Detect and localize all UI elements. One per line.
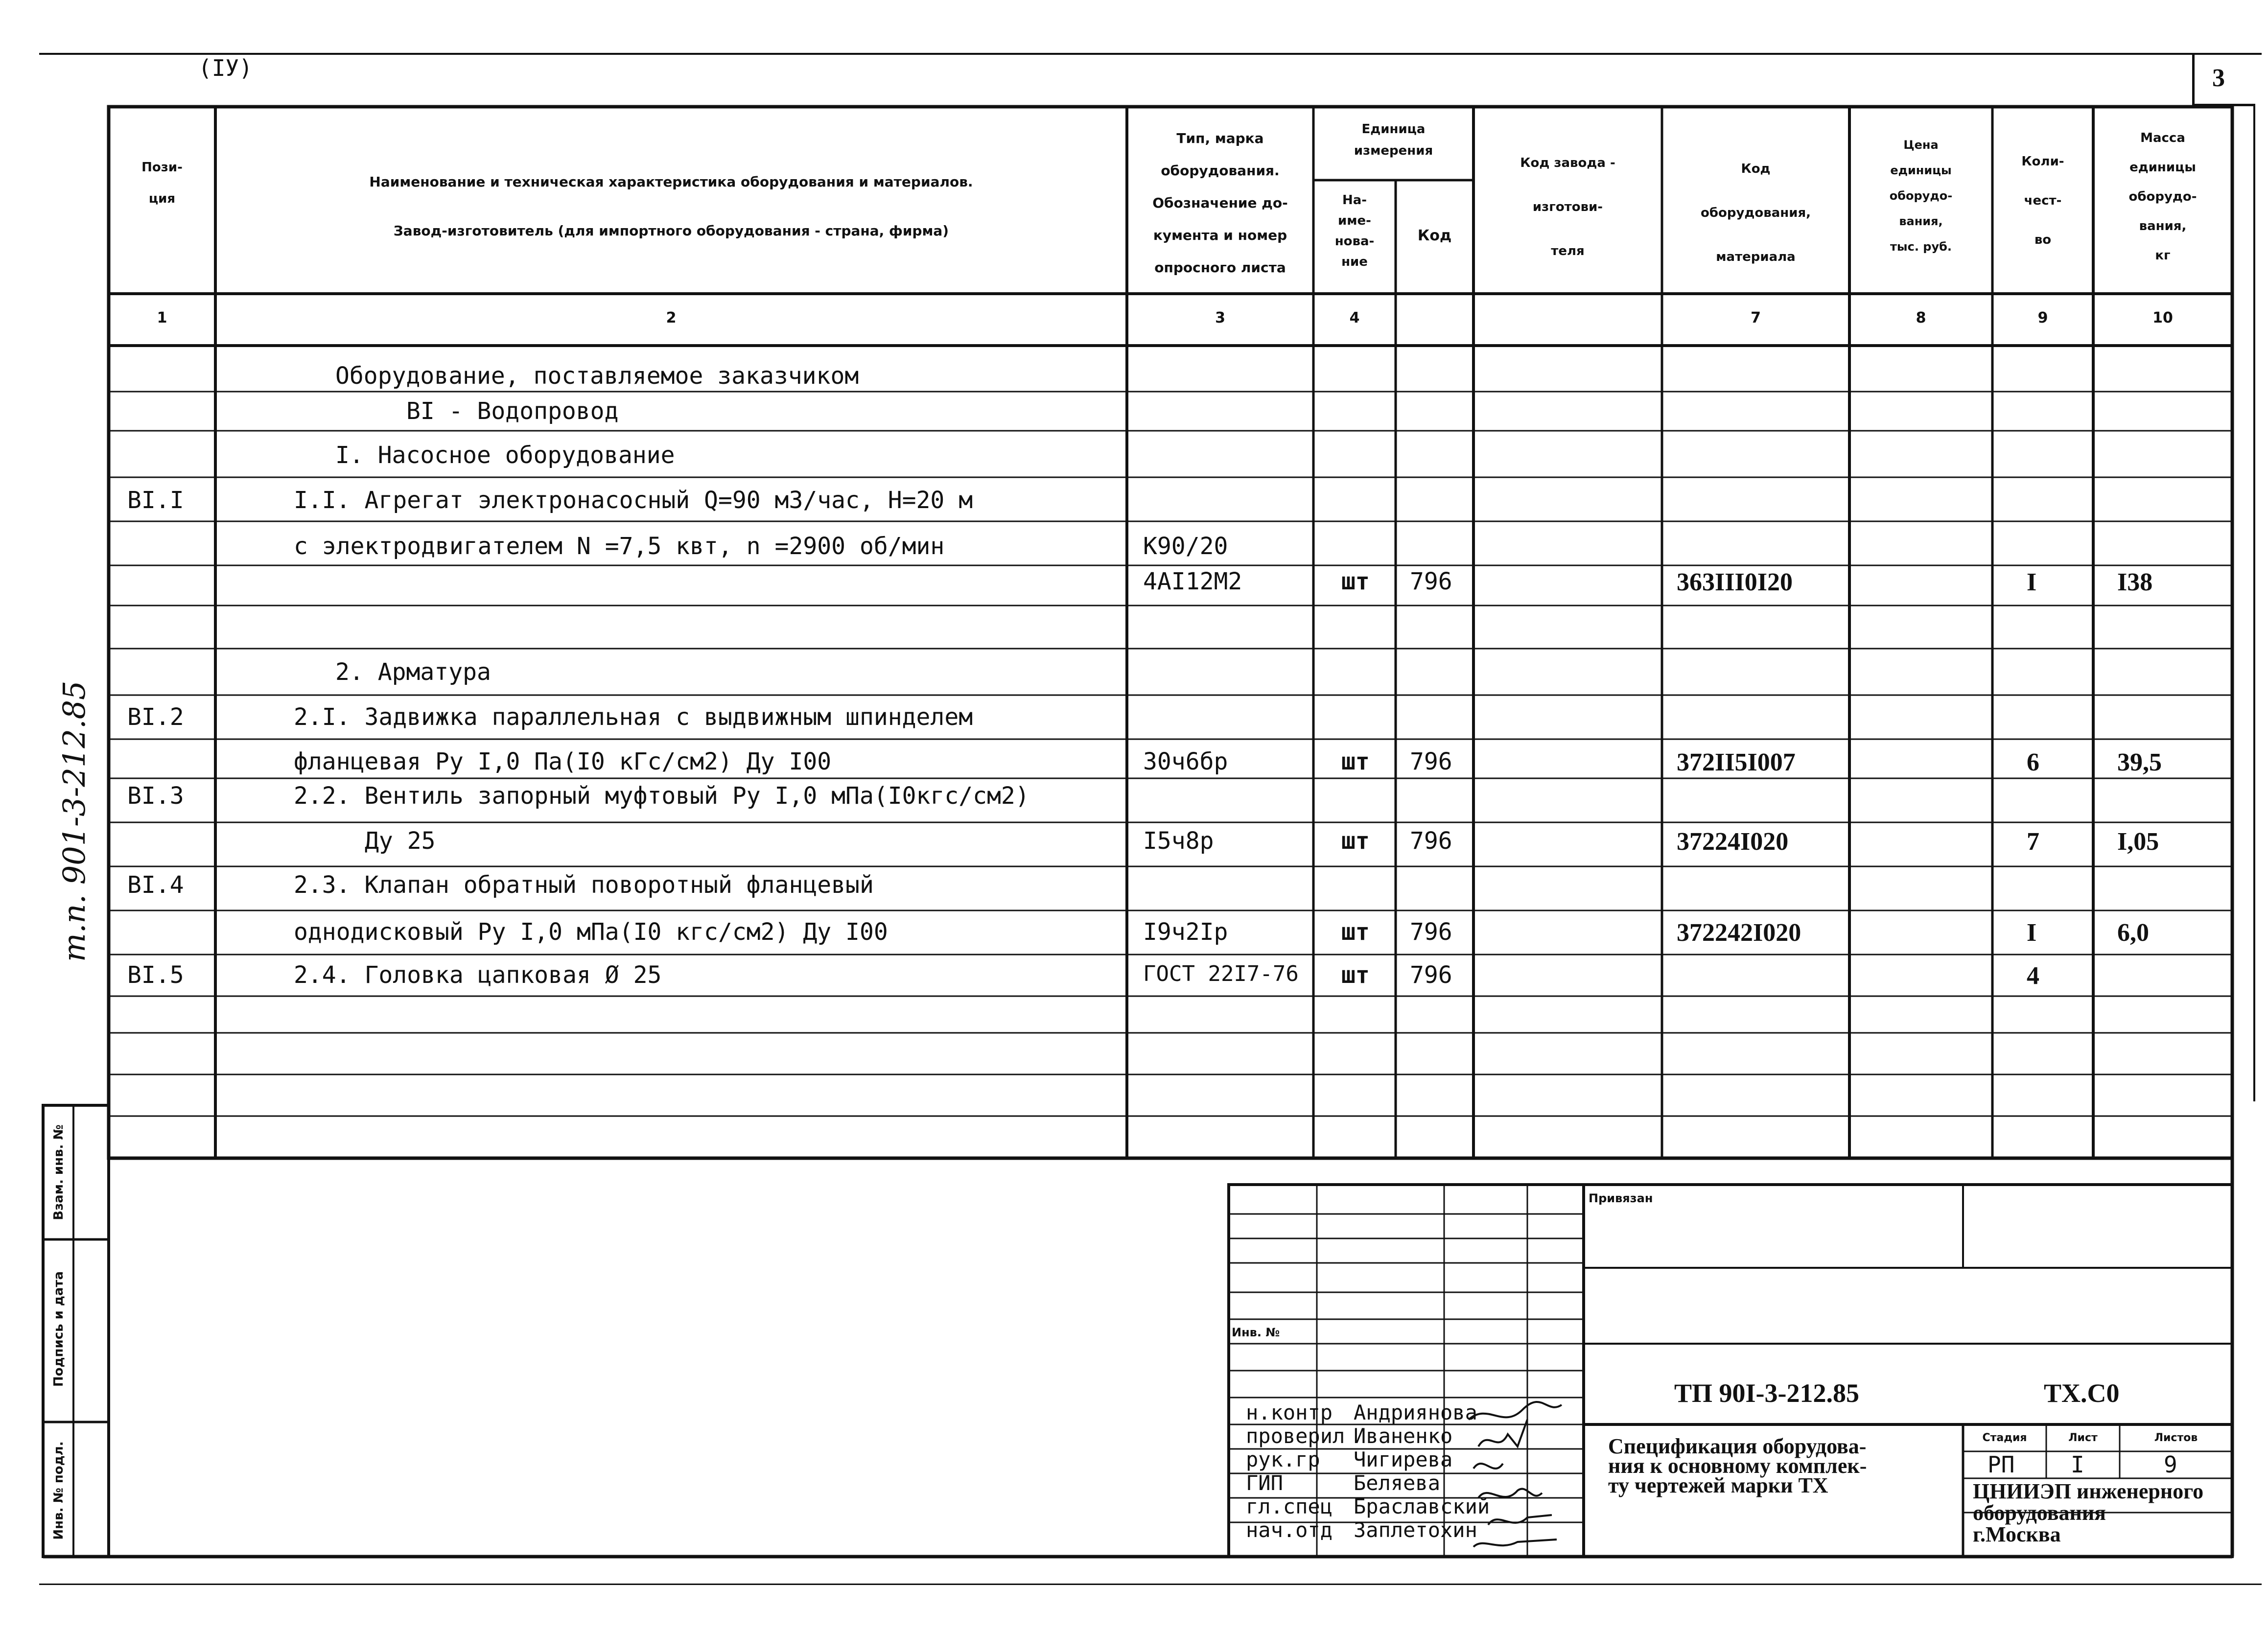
sig-name: Беляева bbox=[1354, 1471, 1441, 1495]
signatures bbox=[1246, 1401, 1490, 1542]
row-name: 2.I. Задвижка параллельная с выдвижным шпинделем bbox=[294, 703, 973, 731]
sig-row bbox=[1246, 1471, 1490, 1495]
row-unit: шт bbox=[1341, 827, 1370, 855]
colnum-7: 7 bbox=[1751, 309, 1761, 326]
listov-value: 9 bbox=[2164, 1451, 2177, 1478]
side-inv-text: Инв. № подл. bbox=[51, 1441, 66, 1540]
row-name: 2.2. Вентиль запорный муфтовый Ру I,0 мПа(I0кгс/см2) bbox=[294, 782, 1029, 810]
row-quantity: I bbox=[2027, 919, 2037, 947]
sig-role: проверил bbox=[1246, 1424, 1345, 1448]
listov-label: Листов bbox=[2154, 1432, 2198, 1444]
row-type: I5ч8р bbox=[1143, 827, 1214, 855]
header-unit-code: Код bbox=[1417, 227, 1452, 244]
row-name: с электродвигателем N =7,5 квт, n =2900 об/мин bbox=[294, 533, 945, 560]
row-mass: 6,0 bbox=[2117, 919, 2149, 947]
row-type: 4АI12М2 bbox=[1143, 568, 1242, 595]
sig-name: Браславский bbox=[1354, 1494, 1490, 1518]
row-position: BI.4 bbox=[127, 871, 184, 899]
doc-code: ТП 90I-3-212.85 bbox=[1674, 1378, 1859, 1408]
org-name: ЦНИИЭП инженерного оборудования г.Москва bbox=[1973, 1479, 2204, 1546]
row-name: I.I. Агрегат электронасосный Q=90 м3/час, Н=20 м bbox=[294, 487, 973, 514]
colnum-3: 3 bbox=[1215, 309, 1225, 326]
header-position: Пози- ция bbox=[141, 160, 183, 206]
header-quantity: Коли- чест- во bbox=[2021, 154, 2064, 247]
row-type: I9ч2Iр bbox=[1143, 918, 1228, 946]
row-quantity: 4 bbox=[2027, 962, 2039, 990]
row-name: 2. Арматура bbox=[335, 658, 491, 686]
row-position: BI.3 bbox=[127, 782, 184, 810]
row-position: BI.2 bbox=[127, 703, 184, 731]
header-mass: Масса единицы оборудо- вания, кг bbox=[2128, 131, 2197, 263]
side-stamp-podpis bbox=[51, 1236, 66, 1422]
row-unit: шт bbox=[1341, 748, 1370, 775]
row-name: BI - Водопровод bbox=[406, 397, 619, 425]
sig-name: Чигирева bbox=[1354, 1447, 1453, 1471]
sig-role: н.контр bbox=[1246, 1400, 1333, 1424]
row-unit: шт bbox=[1341, 961, 1370, 989]
sig-row bbox=[1246, 1448, 1490, 1471]
row-mass: 39,5 bbox=[2117, 748, 2162, 776]
colnum-2: 2 bbox=[666, 309, 677, 326]
sig-role: ГИП bbox=[1246, 1471, 1283, 1495]
side-podpis-text: Подпись и дата bbox=[51, 1271, 66, 1387]
row-equipment-code: 372II5I007 bbox=[1677, 748, 1796, 776]
row-type: К90/20 bbox=[1143, 533, 1228, 560]
row-position: BI.I bbox=[127, 487, 184, 514]
sig-row bbox=[1246, 1518, 1490, 1542]
row-name: Ду 25 bbox=[365, 827, 436, 855]
header-price: Цена единицы оборудо- вания, тыс. руб. bbox=[1889, 138, 1953, 254]
doc-title: Спецификация оборудова- ния к основному комплек- ту чертежей марки ТХ bbox=[1608, 1434, 1867, 1497]
row-name: I. Насосное оборудование bbox=[335, 442, 675, 469]
row-code: 796 bbox=[1410, 961, 1452, 989]
header-factory-code: Код завода - изготови- теля bbox=[1520, 156, 1615, 258]
top-label: (IУ) bbox=[198, 55, 253, 81]
row-type: 30ч6бр bbox=[1143, 748, 1228, 775]
row-quantity: I bbox=[2027, 568, 2037, 596]
row-code: 796 bbox=[1410, 568, 1452, 595]
row-code: 796 bbox=[1410, 748, 1452, 775]
header-name: Наименование и техническая характеристика оборудования и материалов. Завод-изготовитель (для импортного оборудования - страна, фирма) bbox=[369, 174, 973, 239]
header-unit: Единица измерения bbox=[1354, 122, 1433, 158]
side-stamp-inv bbox=[51, 1417, 66, 1564]
row-unit: шт bbox=[1341, 918, 1370, 946]
row-name: фланцевая Ру I,0 Па(I0 кГс/см2) Ду I00 bbox=[294, 748, 832, 775]
inv-no-label: Инв. № bbox=[1232, 1326, 1280, 1339]
row-equipment-code: 372242I020 bbox=[1677, 919, 1801, 947]
colnum-10: 10 bbox=[2152, 309, 2173, 326]
row-name: однодисковый Ру I,0 мПа(I0 кгс/см2) Ду I00 bbox=[294, 918, 888, 946]
colnum-1: 1 bbox=[157, 309, 167, 326]
side-stamp-vzam bbox=[51, 1109, 66, 1236]
row-quantity: 7 bbox=[2027, 828, 2039, 856]
row-unit: шт bbox=[1341, 568, 1370, 595]
sig-row bbox=[1246, 1401, 1490, 1424]
colnum-4: 4 bbox=[1349, 309, 1360, 326]
list-label: Лист bbox=[2068, 1432, 2098, 1444]
list-value: I bbox=[2071, 1451, 2084, 1478]
colnum-8: 8 bbox=[1916, 309, 1926, 326]
signature-scribbles bbox=[1459, 1400, 1586, 1557]
row-name: 2.4. Головка цапковая Ø 25 bbox=[294, 961, 662, 989]
row-type: ГОСТ 22I7-76 bbox=[1143, 961, 1299, 986]
stadia-label: Стадия bbox=[1982, 1432, 2027, 1444]
header-equipment-code: Код оборудования, материала bbox=[1700, 162, 1811, 264]
row-code: 796 bbox=[1410, 918, 1452, 946]
sig-row bbox=[1246, 1495, 1490, 1518]
doc-mark: ТХ.С0 bbox=[2044, 1378, 2120, 1408]
stadia-value: РП bbox=[1987, 1451, 2015, 1478]
handwritten-ref-text: т.п. 901-3-212.85 bbox=[56, 680, 92, 962]
sig-role: гл.спец bbox=[1246, 1494, 1333, 1518]
row-name: 2.3. Клапан обратный поворотный фланцевый bbox=[294, 871, 874, 899]
row-mass: I38 bbox=[2117, 568, 2153, 596]
colnum-9: 9 bbox=[2037, 309, 2048, 326]
sig-role: нач.отд bbox=[1246, 1518, 1333, 1542]
sheet-number: 3 bbox=[2212, 64, 2225, 92]
side-vzam-text: Взам. инв. № bbox=[51, 1124, 66, 1220]
row-name: Оборудование, поставляемое заказчиком bbox=[335, 362, 859, 390]
header-unit-name: На- име- нова- ние bbox=[1334, 193, 1375, 269]
row-code: 796 bbox=[1410, 827, 1452, 855]
sig-row bbox=[1246, 1424, 1490, 1448]
sig-role: рук.гр bbox=[1246, 1447, 1320, 1471]
sig-name: Андриянова bbox=[1354, 1400, 1477, 1424]
privyazan-label: Привязан bbox=[1589, 1191, 1653, 1205]
row-position: BI.5 bbox=[127, 961, 184, 989]
row-quantity: 6 bbox=[2027, 748, 2039, 776]
row-mass: I,05 bbox=[2117, 828, 2159, 856]
row-equipment-code: 363III0I20 bbox=[1677, 568, 1793, 596]
row-equipment-code: 37224I020 bbox=[1677, 828, 1789, 856]
sig-name: Иваненко bbox=[1354, 1424, 1453, 1448]
sig-name: Заплетохин bbox=[1354, 1518, 1477, 1542]
header-type: Тип, марка оборудования. Обозначение до- кумента и номер опросного листа bbox=[1152, 130, 1288, 276]
